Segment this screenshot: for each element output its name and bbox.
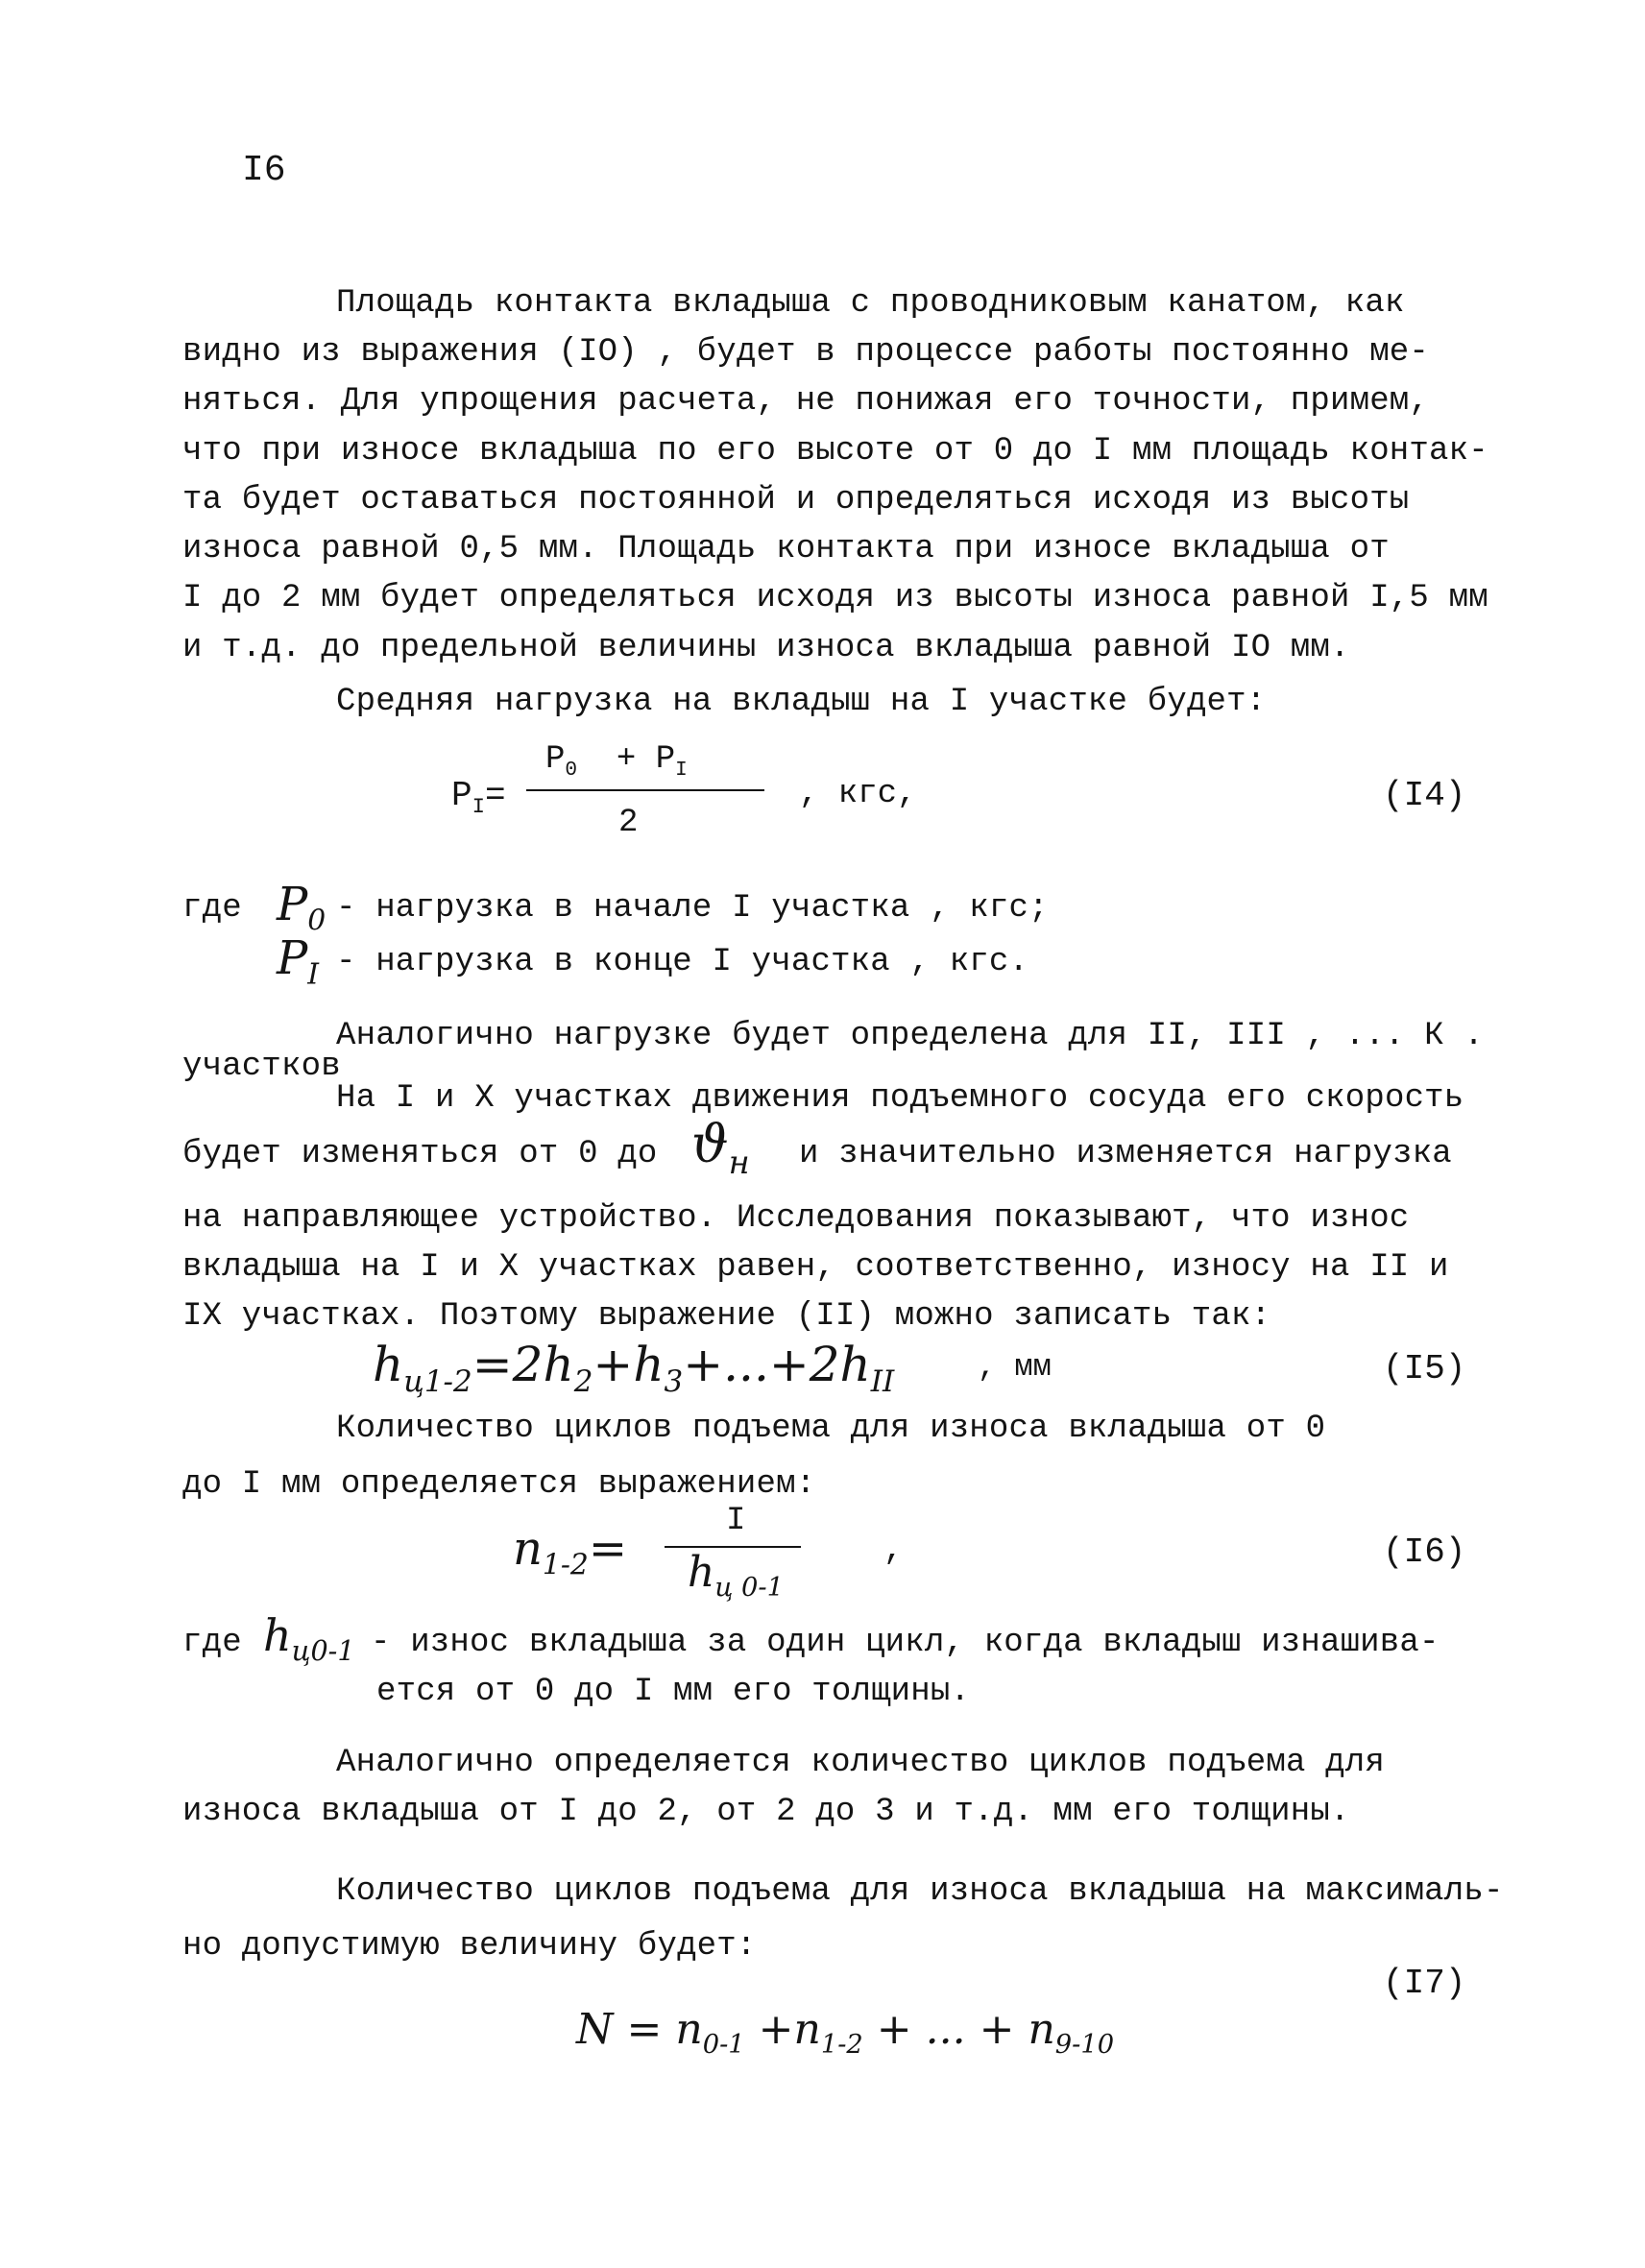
symbol-p0: $P_0$ xyxy=(277,878,327,938)
text-line: Количество циклов подъема для износа вкладыша на максималь- xyxy=(336,1873,1504,1910)
page-number: I6 xyxy=(242,150,286,191)
formula-14-lhs: $P_I=$ xyxy=(451,776,506,820)
text-line: износа вкладыша от I до 2, от 2 до 3 и т.д. мм его толщины. xyxy=(182,1794,1350,1830)
equation-number: (I4) xyxy=(1383,776,1466,815)
text-line: На I и X участках движения подъемного сосуда его скорость xyxy=(336,1080,1464,1117)
formula-16-denominator: $h_{ц 0-1}$ xyxy=(688,1548,784,1603)
formula-16-comma: , xyxy=(883,1532,904,1569)
text-line: вкладыша на I и X участках равен, соответственно, износу на II и xyxy=(182,1249,1449,1286)
text-line: будет изменяться от 0 до xyxy=(182,1136,658,1172)
text-line: Площадь контакта вкладыша с проводниковым канатом, как xyxy=(336,285,1405,322)
legend-text: - нагрузка в конце I участка , кгс. xyxy=(336,944,1029,980)
text-line: но допустимую величину будет: xyxy=(182,1928,757,1965)
text-line: и т.д. до предельной величины износа вкладыша равной IO мм. xyxy=(182,630,1350,666)
text-line: что при износе вкладыша по его высоте от 0 до I мм площадь контак- xyxy=(182,433,1488,470)
text-line: участков xyxy=(182,1049,341,1085)
formula-16-numerator: I xyxy=(726,1503,746,1539)
text-line: на направляющее устройство. Исследования показывают, что износ xyxy=(182,1200,1410,1237)
symbol-pi: $P_I$ xyxy=(277,931,320,992)
text-line: и значительно изменяется нагрузка xyxy=(799,1136,1452,1172)
formula-14-numerator: $P_0 + P_I$ xyxy=(545,741,688,782)
equation-number: (I6) xyxy=(1383,1532,1466,1572)
equation-number: (I7) xyxy=(1383,1964,1466,2003)
legend-text: ется от 0 до I мм его толщины. xyxy=(376,1674,971,1710)
text-line: до I мм определяется выражением: xyxy=(182,1466,816,1503)
where-word: где xyxy=(182,1625,242,1661)
symbol-wear-per-cycle: $h_{ц0-1}$ xyxy=(263,1609,355,1668)
legend-text: - износ вкладыша за один цикл, когда вкладыш изнашива- xyxy=(371,1625,1439,1661)
formula-14-intro: Средняя нагрузка на вкладыш на I участке будет: xyxy=(336,684,1267,720)
formula-15-expression: $h_{ц1-2}=2h_2+h_3+...+2h_{II}$ xyxy=(373,1337,895,1399)
formula-14-unit: , кгс, xyxy=(799,776,917,812)
text-line: I до 2 мм будет определяться исходя из высоты износа равной I,5 мм xyxy=(182,580,1488,616)
text-line: та будет оставаться постоянной и определяться исходя из высоты xyxy=(182,482,1410,519)
text-line: Аналогично нагрузке будет определена для II, III , ... К . xyxy=(336,1018,1484,1054)
text-line: видно из выражения (IO) , будет в процессе работы постоянно ме- xyxy=(182,334,1430,371)
formula-16-lhs: $n_{1-2}=$ xyxy=(513,1522,628,1582)
text-line: Количество циклов подъема для износа вкладыша от 0 xyxy=(336,1411,1326,1447)
formula-14-denominator: 2 xyxy=(618,805,639,841)
legend-text: - нагрузка в начале I участка , кгс; xyxy=(336,890,1049,927)
symbol-velocity: $ϑ_н$ xyxy=(691,1114,750,1181)
text-line: IX участках. Поэтому выражение (II) можно записать так: xyxy=(182,1298,1271,1335)
fraction-bar xyxy=(526,789,764,791)
text-line: износа равной 0,5 мм. Площадь контакта при износе вкладыша от xyxy=(182,531,1390,567)
formula-15-unit: , мм xyxy=(978,1349,1052,1385)
where-word: где xyxy=(182,890,242,927)
formula-17-expression: $N = n_{0-1} +n_{1-2}$ + ... + $n_{9-10}$ xyxy=(576,2005,1115,2060)
text-line: няться. Для упрощения расчета, не понижая его точности, примем, xyxy=(182,383,1430,420)
equation-number: (I5) xyxy=(1383,1349,1466,1388)
text-line: Аналогично определяется количество циклов подъема для xyxy=(336,1745,1385,1781)
